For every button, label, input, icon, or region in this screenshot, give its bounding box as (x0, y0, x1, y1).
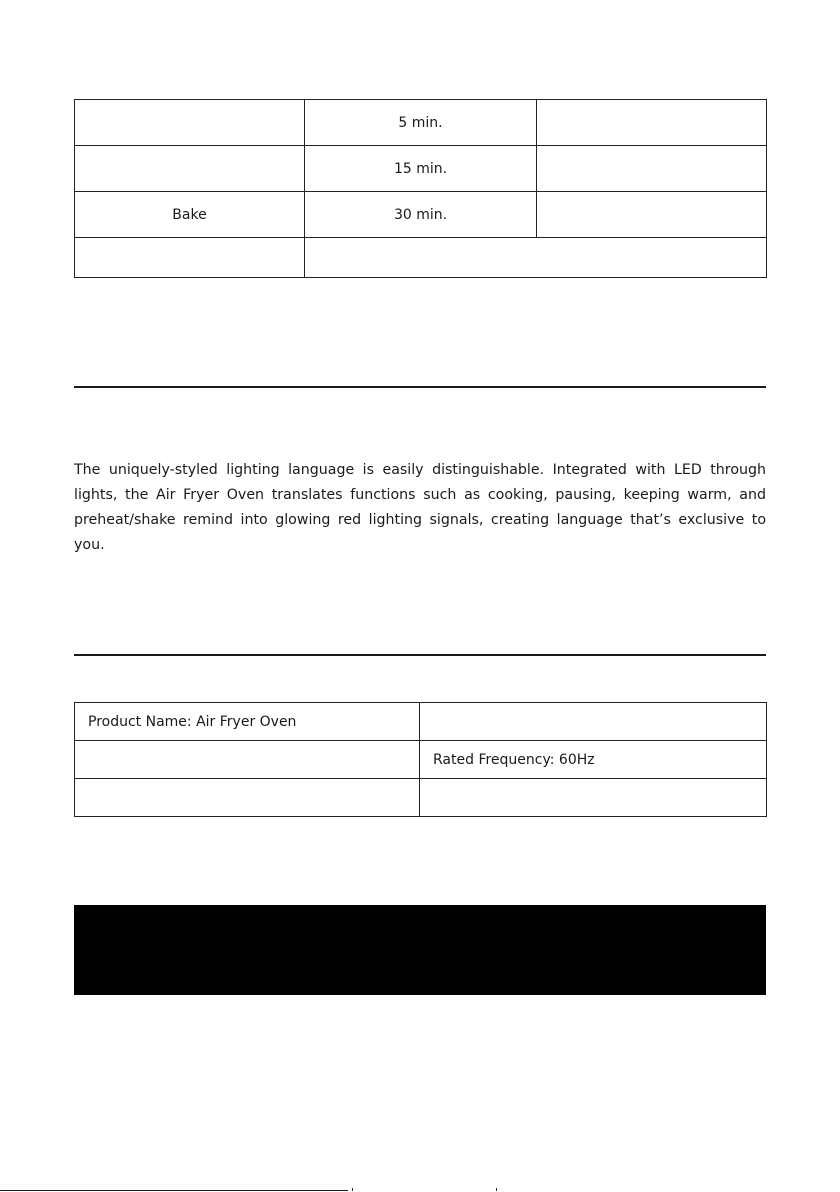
lighting-description: The uniquely-styled lighting language is easily distinguishable. Integrated with LED through lights, the Air Fryer Oven translates functions such as cooking, pausing, keeping warm, and preheat/shake remind into glowing red lighting signals, creating language that’s exclusive to you. (74, 462, 766, 553)
table-cell (537, 192, 767, 238)
table-cell (537, 100, 767, 146)
table-row (75, 779, 767, 817)
section-divider (74, 386, 766, 388)
table-cell: 15 min. (305, 146, 537, 192)
table-cell (75, 146, 305, 192)
table-row (75, 100, 767, 146)
table-cell (420, 703, 767, 741)
table-cell: Product Name: Air Fryer Oven (75, 703, 420, 741)
table-row (75, 146, 767, 192)
table-row (75, 703, 767, 741)
preset-time-table (74, 99, 767, 278)
table-cell (75, 779, 420, 817)
table-cell: Bake (75, 192, 305, 238)
table-row (75, 741, 767, 779)
table-cell (305, 238, 767, 278)
table-cell: Rated Frequency: 60Hz (420, 741, 767, 779)
table-cell (537, 146, 767, 192)
page-edge-tick (496, 1188, 497, 1191)
black-banner (74, 905, 766, 995)
page-edge-tick (352, 1188, 353, 1191)
section-divider (74, 654, 766, 656)
table-row (75, 192, 767, 238)
table-cell (75, 741, 420, 779)
spec-table (74, 702, 767, 817)
table-cell: 30 min. (305, 192, 537, 238)
page-edge-line (0, 1190, 348, 1191)
table-row (75, 238, 767, 278)
table-cell (75, 238, 305, 278)
table-cell (420, 779, 767, 817)
table-cell: 5 min. (305, 100, 537, 146)
table-cell (75, 100, 305, 146)
